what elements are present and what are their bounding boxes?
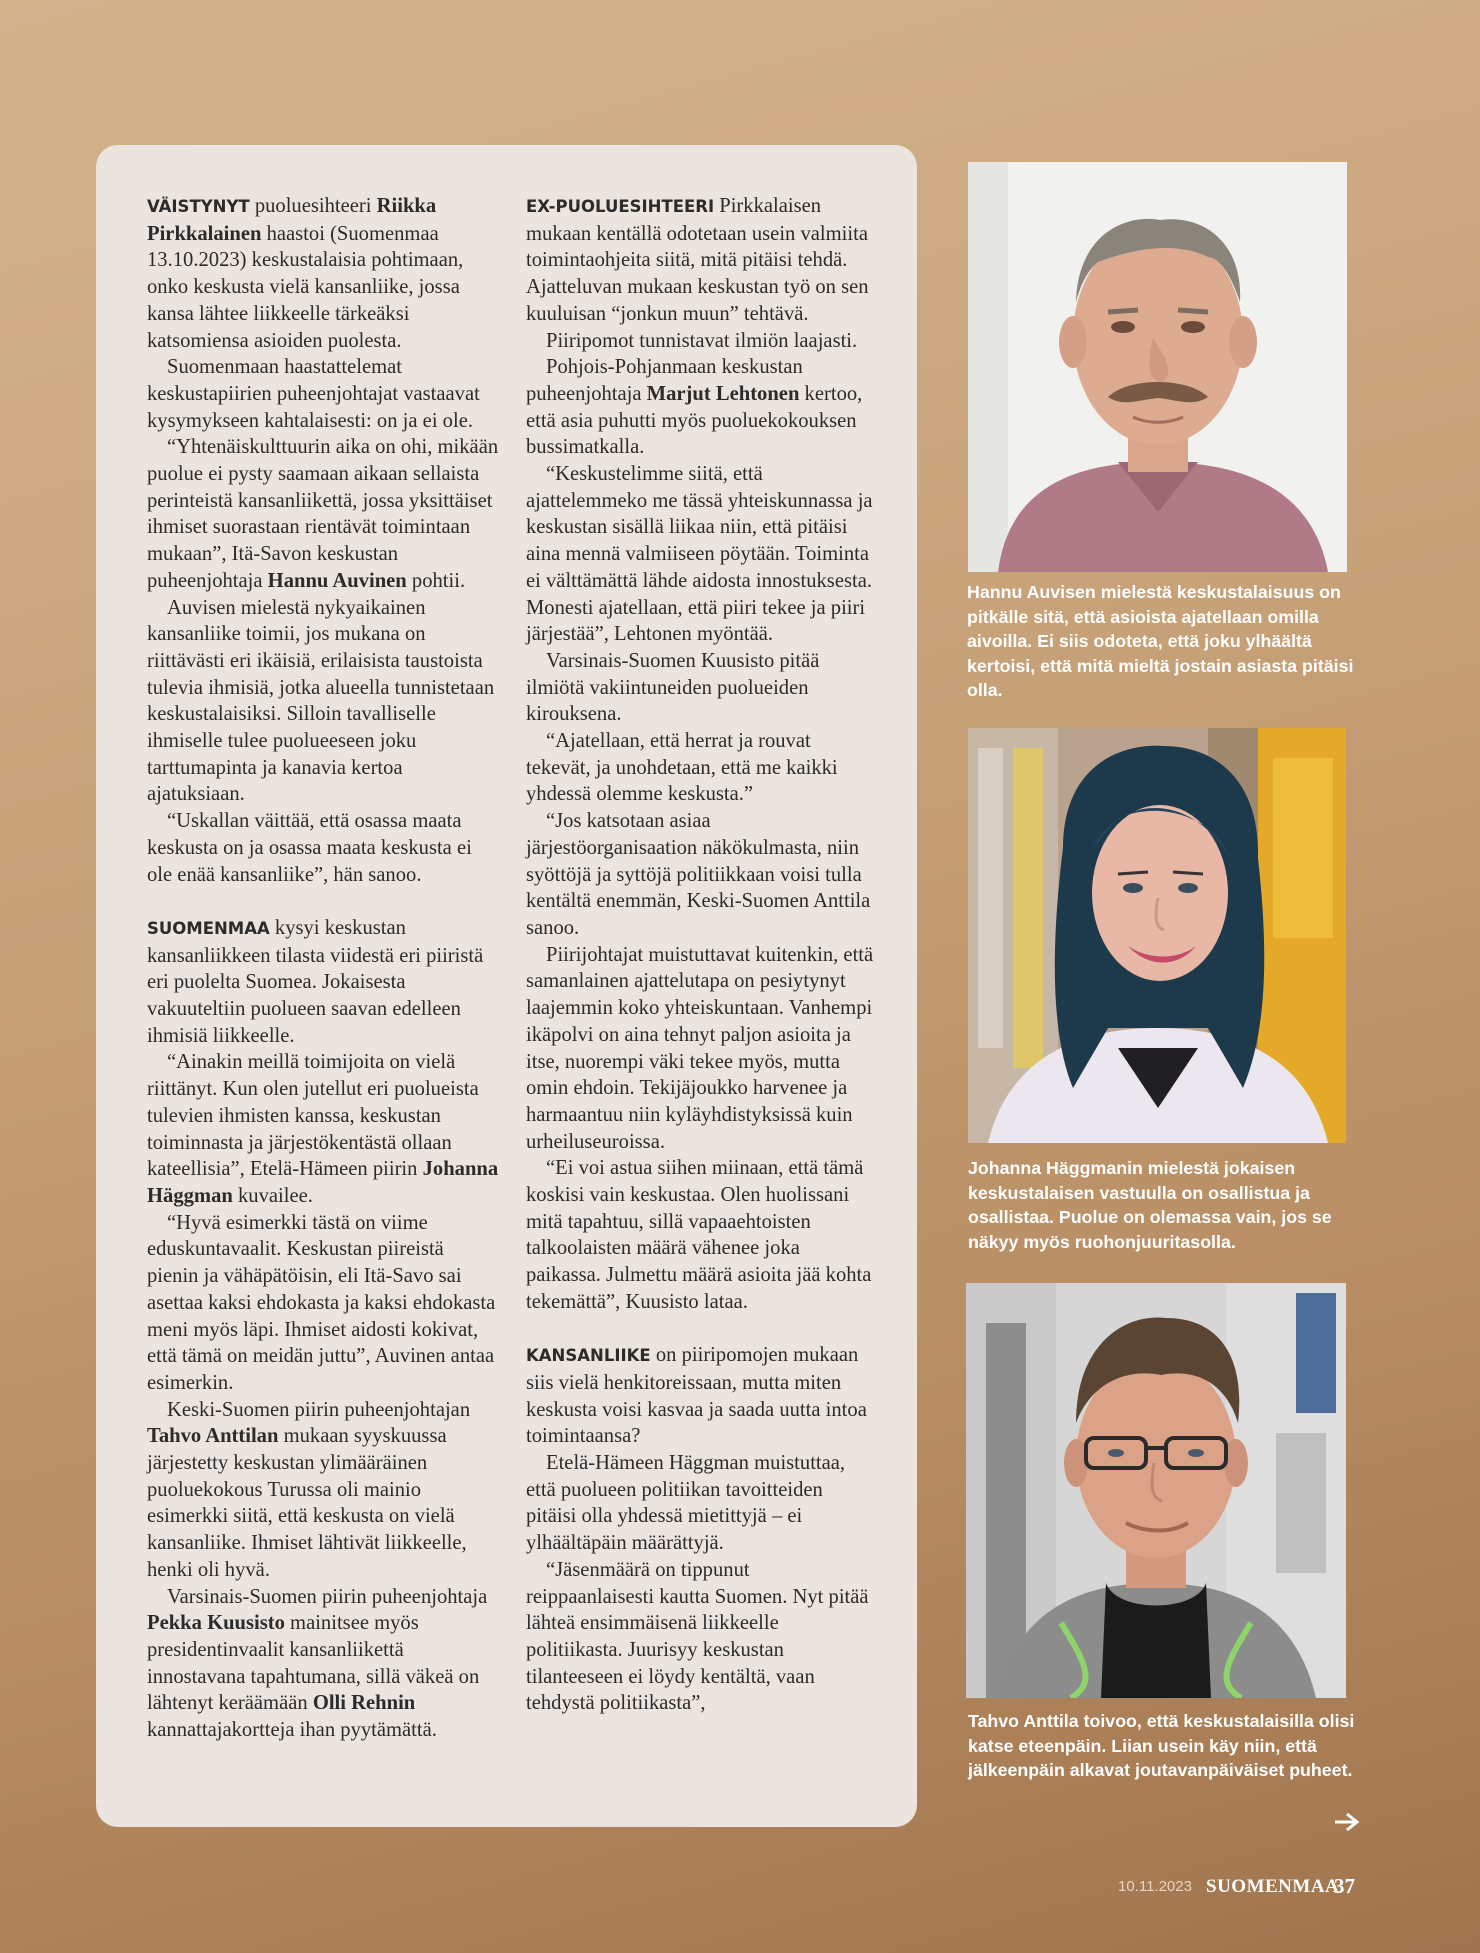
portrait-photo-hannu-auvinen [968, 162, 1347, 572]
person-name: Pekka Kuusisto [147, 1612, 285, 1635]
paragraph: “Ainakin meillä toimijoita on vielä riittänyt. Kun olen jutellut eri puolueista tulevien ihmisten kanssa, keskustan toiminnasta ja järjestökentästä ollaan kateellisia”, Etelä-Hämeen piirin Johanna Häggman kuvailee. [147, 1051, 499, 1207]
paragraph: “Jos katsotaan asiaa järjestöorganisaation näkökulmasta, niin syöttöjä ja syttöjä politiikkaan voisi tulla kentältä enemmän, Keski-Suomen Anttila sanoo. [526, 810, 871, 939]
section-kicker: VÄISTYNYT [147, 197, 250, 216]
paragraph: SUOMENMAA kysyi keskustan kansanliikkeen tilasta viidestä eri piiristä eri puolelta Suomea. Jokaisesta vakuuteltiin puolueen saavan edelleen ihmisiä liikkeelle. [147, 916, 484, 1047]
paragraph: VÄISTYNYT puoluesihteeri Riikka Pirkkalainen haastoi (Suomenmaa 13.10.2023) keskustalaisia pohtimaan, onko keskusta vielä kansanliike, jossa kansa lähtee liikkeelle tärkeäksi katsomiensa asioiden puolesta. [147, 195, 464, 352]
paragraph: “Yhtenäiskulttuurin aika on ohi, mikään puolue ei pysty saamaan aikaan sellaista perinteistä kansanliikettä, jossa yksittäiset ihmiset suorastaan rientävät toimintaan mukaan”, Itä-Savon keskustan puheenjohtaja Hannu Auvinen pohtii. [147, 436, 499, 592]
section-kicker: SUOMENMAA [147, 918, 270, 938]
article-column-2 [526, 193, 876, 1717]
person-name: Tahvo Anttilan [147, 1425, 279, 1448]
paragraph: “Hyvä esimerkki tästä on viime eduskuntavaalit. Keskustan piireistä pienin ja vähäpätöisin, eli Itä-Savo sai asettaa kaksi ehdokasta ja kaksi ehdokasta meni myös läpi. Ihmiset aidosti kokivat, että tämä on meidän juttu”, Auvinen antaa esimerkin. [147, 1211, 496, 1394]
paragraph: Etelä-Hämeen Häggman muistuttaa, että puolueen politiikan tavoitteiden pitäisi olla yhdessä mietittyjä – ei ylhäältäpäin määrättyjä. [526, 1452, 846, 1555]
portrait-photo-tahvo-anttila [966, 1283, 1346, 1698]
paragraph: Pohjois-Pohjanmaan keskustan puheenjohtaja Marjut Lehtonen kertoo, että asia puhutti myös puoluekokouksen bussimatkalla. [526, 356, 863, 459]
person-name: Hannu Auvinen [267, 569, 407, 592]
section-kicker: KANSANLIIKE [526, 1346, 651, 1366]
paragraph: EX-PUOLUESIHTEERI Pirkkalaisen mukaan kentällä odotetaan usein valmiita toimintaohjeita siitä, mitä pitäisi tehdä. Ajatteluvan mukaan keskustan työ on sen kuuluisan “jonkun muun” tehtävä. [526, 195, 869, 325]
paragraph: “Keskustelimme siitä, että ajattelemmeko me tässä yhteiskunnassa ja keskustan sisällä liikaa niin, että pitäisi aina mennä valmiiseen pöytään. Toiminta ei välttämättä lähde aidosta innostuksesta. Monesti ajatellaan, että piiri tekee ja piiri järjestää”, Lehtonen myöntää. [526, 463, 873, 646]
photo-caption: Johanna Häggmanin mielestä jokaisen keskustalaisen vastuulla on osallistua ja osallistaa. Puolue on olemassa vain, jos se näkyy myös ruohonjuuritasolla. [968, 1158, 1332, 1252]
paragraph: Keski-Suomen piirin puheenjohtajan Tahvo Anttilan mukaan syyskuussa järjestetty keskustan ylimääräinen puoluekokous Turussa oli mainio esimerkki siitä, että keskusta on vielä kansanliike. Ihmiset lähtivät liikkeelle, henki oli hyvä. [147, 1398, 471, 1581]
person-name: Marjut Lehtonen [646, 382, 800, 405]
article-column-1 [147, 193, 499, 1744]
person-name: Johanna Häggman [147, 1158, 499, 1207]
paragraph: Varsinais-Suomen piirin puheenjohtaja Pekka Kuusisto mainitsee myös presidentinvaalit kansanliikettä innostavana tapahtumana, sillä väkeä on lähtenyt keräämään Olli Rehnin kannattajakortteja ihan pyytämättä. [147, 1585, 488, 1742]
paragraph: Suomenmaan haastattelemat keskustapiirien puheenjohtajat vastaavat kysymykseen kahtalaisesti: on ja ei ole. [147, 356, 480, 432]
section-kicker: EX-PUOLUESIHTEERI [526, 197, 715, 216]
paragraph: “Ei voi astua siihen miinaan, että tämä koskisi vain keskustaa. Olen huolissani mitä tapahtuu, sillä vapaaehtoisten talkoolaisten määrä vähenee joka paikassa. Julmettu määrä asioita jää kohta tekemättä”, Kuusisto lataa. [526, 1157, 872, 1313]
paragraph: Auvisen mielestä nykyaikainen kansanliike toimii, jos mukana on riittävästi eri ikäisiä, erilaisista taustoista tulevia ihmisiä, jotka alueella tunnistetaan keskustalaisiksi. Silloin tavalliselle ihmiselle tulee puolueeseen joku tarttumapinta ja kanavia kertoa ajatuksiaan. [147, 596, 495, 806]
paragraph: Varsinais-Suomen Kuusisto pitää ilmiötä vakiintuneiden puolueiden kirouksena. [526, 649, 820, 726]
arrow-right-icon [1333, 1812, 1361, 1836]
paragraph: Piiripomot tunnistavat ilmiön laajasti. [546, 329, 858, 352]
magazine-name: SUOMENMAA [1206, 1876, 1340, 1897]
paragraph: Piirijohtajat muistuttavat kuitenkin, että samanlainen ajattelutapa on pesiytynyt laajemmin koko yhteiskuntaan. Vanhempi ikäpolvi on aina tehnyt paljon asioita ja itse, nuorempi väki tekee myös, mutta omin ehdoin. Tekijäjoukko harvenee ja harmaantuu niin kyläyhdistyksissä kuin urheiluseuroissa. [526, 943, 874, 1153]
person-name: Olli Rehnin [312, 1692, 416, 1715]
issue-date: 10.11.2023 [1118, 1878, 1192, 1895]
page-number: 37 [1334, 1874, 1355, 1898]
person-name: Riikka Pirkkalainen [147, 195, 437, 245]
paragraph: KANSANLIIKE on piiripomojen mukaan siis vielä henkitoreissaan, mutta miten keskusta voisi kasvaa ja saada uutta intoa toimintaansa? [526, 1344, 867, 1448]
paragraph: “Uskallan väittää, että osassa maata keskusta on ja osassa maata keskusta ei ole enää kansanliike”, hän sanoo. [147, 810, 472, 886]
paragraph: “Jäsenmäärä on tippunut reippaanlaisesti kautta Suomen. Nyt pitää lähteä ensimmäisenä liikkeelle politiikasta. Juurisyy keskustan tilanteeseen ei löydy kentältä, vaan tehdystä politiikasta”, [526, 1558, 869, 1715]
paragraph: “Ajatellaan, että herrat ja rouvat tekevät, ja unohdetaan, että me kaikki yhdessä olemme keskusta.” [526, 730, 838, 806]
photo-caption: Hannu Auvisen mielestä keskustalaisuus on pitkälle sitä, että asioista ajatellaan omilla aivoilla. Ei siis odoteta, että joku ylhäältä kertoisi, että mitä mieltä jostain asiasta pitäisi olla. [967, 582, 1354, 700]
page-footer [1118, 1876, 1358, 1900]
portrait-photo-johanna-haggman [968, 728, 1346, 1143]
photo-caption: Tahvo Anttila toivoo, että keskustalaisilla olisi katse eteenpäin. Liian usein käy niin, että jälkeenpäin alkavat joutavanpäiväiset puheet. [968, 1711, 1355, 1780]
